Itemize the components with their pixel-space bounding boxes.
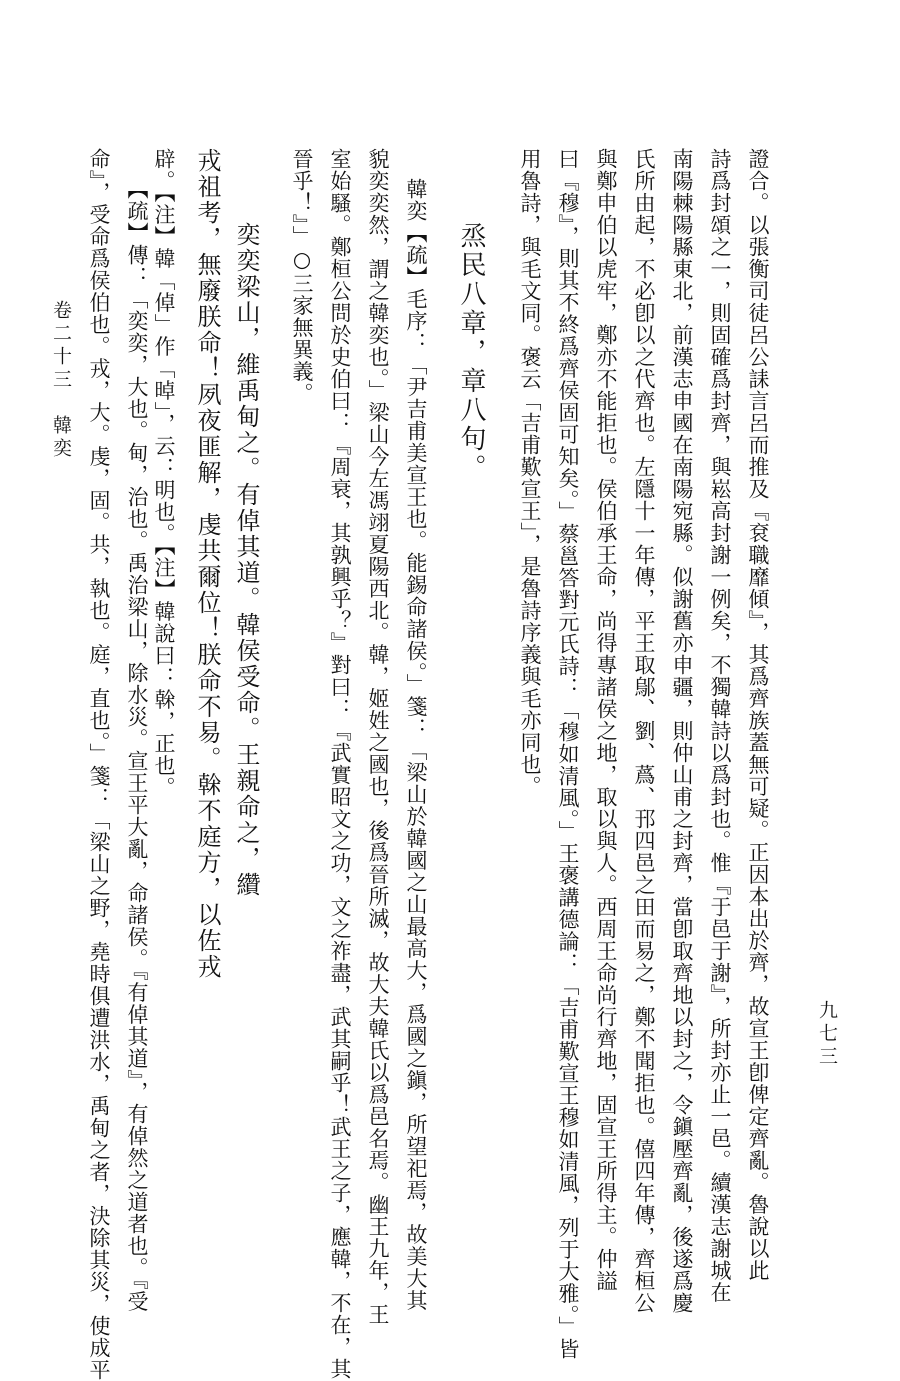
- text-column-17: 命』，受命爲侯伯也。戎，大。虔，固。共，執也。庭，直也。」箋：「梁山之野，堯時俱遭洪水，禹甸之者，決除其災，使成平: [87, 148, 111, 1381]
- text-column-12: 晉乎！』」○三家無異義。: [290, 148, 314, 405]
- text-column-10: 貌奕奕然，謂之韓奕也。」梁山今左馮翊夏陽西北。韓，姬姓之國也，後爲晉所滅，故大夫韓氏以爲邑名焉。幽王九年，王: [366, 148, 390, 1326]
- text-column-5: 與鄭申伯以虎牢，鄭亦不能拒也。侯伯承王命，尚得專諸侯之地，取以與人。西周王命尚行齊地，固宣王所得主。仲謚: [594, 148, 618, 1292]
- page-number: 九七三: [816, 1000, 838, 1069]
- text-column-16b: 【疏】傳：「奕奕，大也。甸，治也。禹治梁山，除水災。宣王平大亂，命諸侯。『有倬其道』，有倬然之道者也。『受: [125, 178, 149, 1313]
- section-end-heading: 烝民八章，章八句。: [456, 222, 486, 483]
- text-column-15: 辟。【注】韓「倬」作「晫」，云：明也。【注】韓說曰：榦，正也。: [152, 148, 176, 799]
- text-column-7: 用魯詩，與毛文同。褒云「吉甫歎宣王」，是魯詩序義與毛亦同也。: [518, 148, 542, 798]
- poem-line-2: 戎祖考，無廢朕命！夙夜匪解，虔共爾位！朕命不易。榦不庭方，以佐戎: [193, 148, 221, 980]
- text-column-11: 室始騷。鄭桓公問於史伯曰：『周衰，其孰興乎？』對曰：『武實昭文之功，文之祚盡，武其嗣乎！武王之子，應韓，不在，其: [328, 148, 352, 1380]
- text-column-2: 詩爲封頌之一，則固確爲封齊，與崧高封謝一例矣，不獨韓詩以爲封也。惟『于邑于謝』，所封亦止一邑。續漢志謝城在: [708, 148, 732, 1304]
- chapter-label: 卷二十三 韓奕: [50, 300, 72, 461]
- text-column-9: 韓奕【疏】毛序：「尹吉甫美宣王也。能錫命諸侯。」箋：「梁山於韓國之山最高大，爲國之鎭，所望祀焉，故美大其: [404, 178, 428, 1312]
- text-column-4: 氏所由起，不必卽以之代齊也。左隱十一年傳，平王取鄔、劉、蔿、邘四邑之田而易之，鄭不聞拒也。僖四年傳，齊桓公: [632, 148, 656, 1314]
- poem-line-1: 奕奕梁山，維禹甸之。有倬其道。韓侯受命。王親命之，纘: [232, 222, 260, 898]
- text-column-1: 證合。以張衡司徒呂公誄言呂而推及『袞職靡傾』，其爲齊族蓋無可疑。正因本出於齊，故宣王卽俾定齊亂。魯說以此: [746, 148, 770, 1282]
- text-column-3: 南陽棘陽縣東北，前漢志申國在南陽宛縣。似謝舊亦申疆，則仲山甫之封齊，當卽取齊地以封之，令鎭壓齊亂，後遂爲慶: [670, 148, 694, 1314]
- text-column-6: 曰『穆』，則其不終爲齊侯固可知矣。」蔡邕答對元氏詩：「穆如清風。」王褒講德論：「吉甫歎宣王穆如清風，列于大雅。」皆: [556, 148, 580, 1360]
